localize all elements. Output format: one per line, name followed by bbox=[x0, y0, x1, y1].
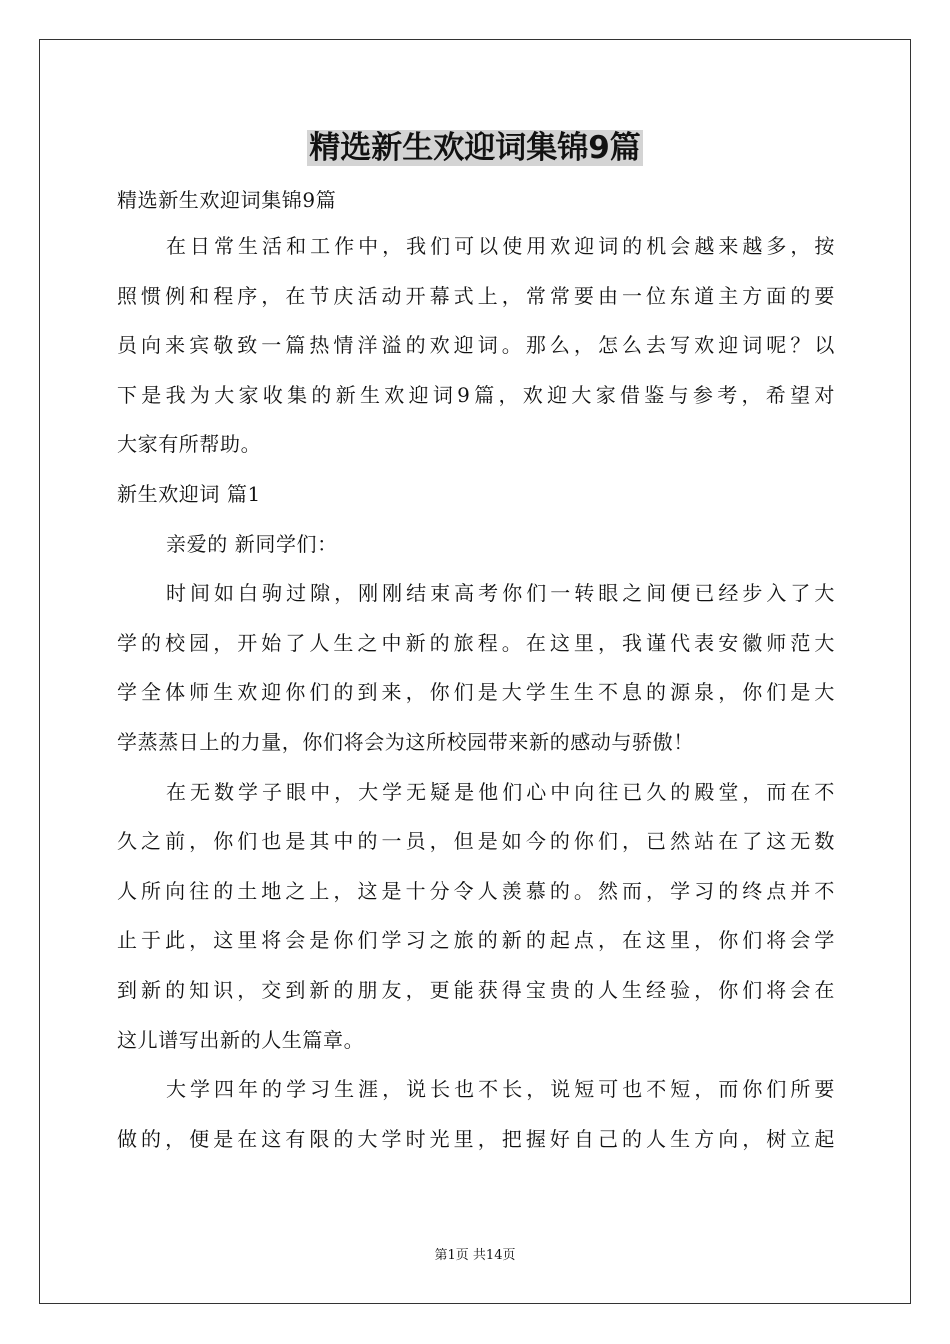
body-text-line: 这儿谱写出新的人生篇章。 bbox=[117, 1027, 365, 1052]
document-body bbox=[117, 178, 835, 1164]
body-text-line: 时间如白驹过隙，刚刚结束高考你们一转眼之间便已经步入了大 bbox=[166, 581, 835, 606]
body-text-line: 止于此，这里将会是你们学习之旅的新的起点，在这里，你们将会学 bbox=[117, 928, 835, 953]
body-text-line: 大学四年的学习生涯，说长也不长，说短可也不短，而你们所要 bbox=[166, 1077, 835, 1102]
body-text-line: 学蒸蒸日上的力量，你们将会为这所校园带来新的感动与骄傲！ bbox=[117, 729, 694, 754]
body-text-line: 学全体师生欢迎你们的到来，你们是大学生生不息的源泉，你们是大 bbox=[117, 680, 835, 705]
document-title-text: 精选新生欢迎词集锦9篇 bbox=[309, 130, 641, 166]
body-text-line: 新生欢迎词 篇1 bbox=[117, 481, 261, 506]
body-text-line: 大家有所帮助。 bbox=[117, 432, 262, 457]
body-text-line: 久之前，你们也是其中的一员，但是如今的你们，已然站在了这无数 bbox=[117, 829, 835, 854]
body-text-line: 亲爱的 新同学们： bbox=[166, 531, 338, 556]
body-text-line: 在日常生活和工作中，我们可以使用欢迎词的机会越来越多，按 bbox=[166, 234, 835, 258]
body-text-line: 照惯例和程序，在节庆活动开幕式上，常常要由一位东道主方面的要 bbox=[117, 283, 835, 308]
document-title bbox=[0, 126, 950, 170]
body-text-line: 员向来宾敬致一篇热情洋溢的欢迎词。那么，怎么去写欢迎词呢？以 bbox=[117, 333, 835, 358]
document-subtitle-line: 精选新生欢迎词集锦9篇 bbox=[117, 188, 337, 212]
body-text-line: 做的，便是在这有限的大学时光里，把握好自己的人生方向，树立起 bbox=[117, 1126, 835, 1151]
body-text-line: 在无数学子眼中，大学无疑是他们心中向往已久的殿堂，而在不 bbox=[166, 779, 835, 804]
body-text-line: 学的校园，开始了人生之中新的旅程。在这里，我谨代表安徽师范大 bbox=[117, 630, 835, 655]
body-text-line: 下是我为大家收集的新生欢迎词9篇，欢迎大家借鉴与参考，希望对 bbox=[117, 382, 835, 407]
page-footer: 第1页 共14页 bbox=[434, 1248, 516, 1263]
body-text-line: 到新的知识，交到新的朋友，更能获得宝贵的人生经验，你们将会在 bbox=[117, 977, 835, 1002]
body-text-line: 人所向往的土地之上，这是十分令人羡慕的。然而，学习的终点并不 bbox=[117, 878, 835, 903]
